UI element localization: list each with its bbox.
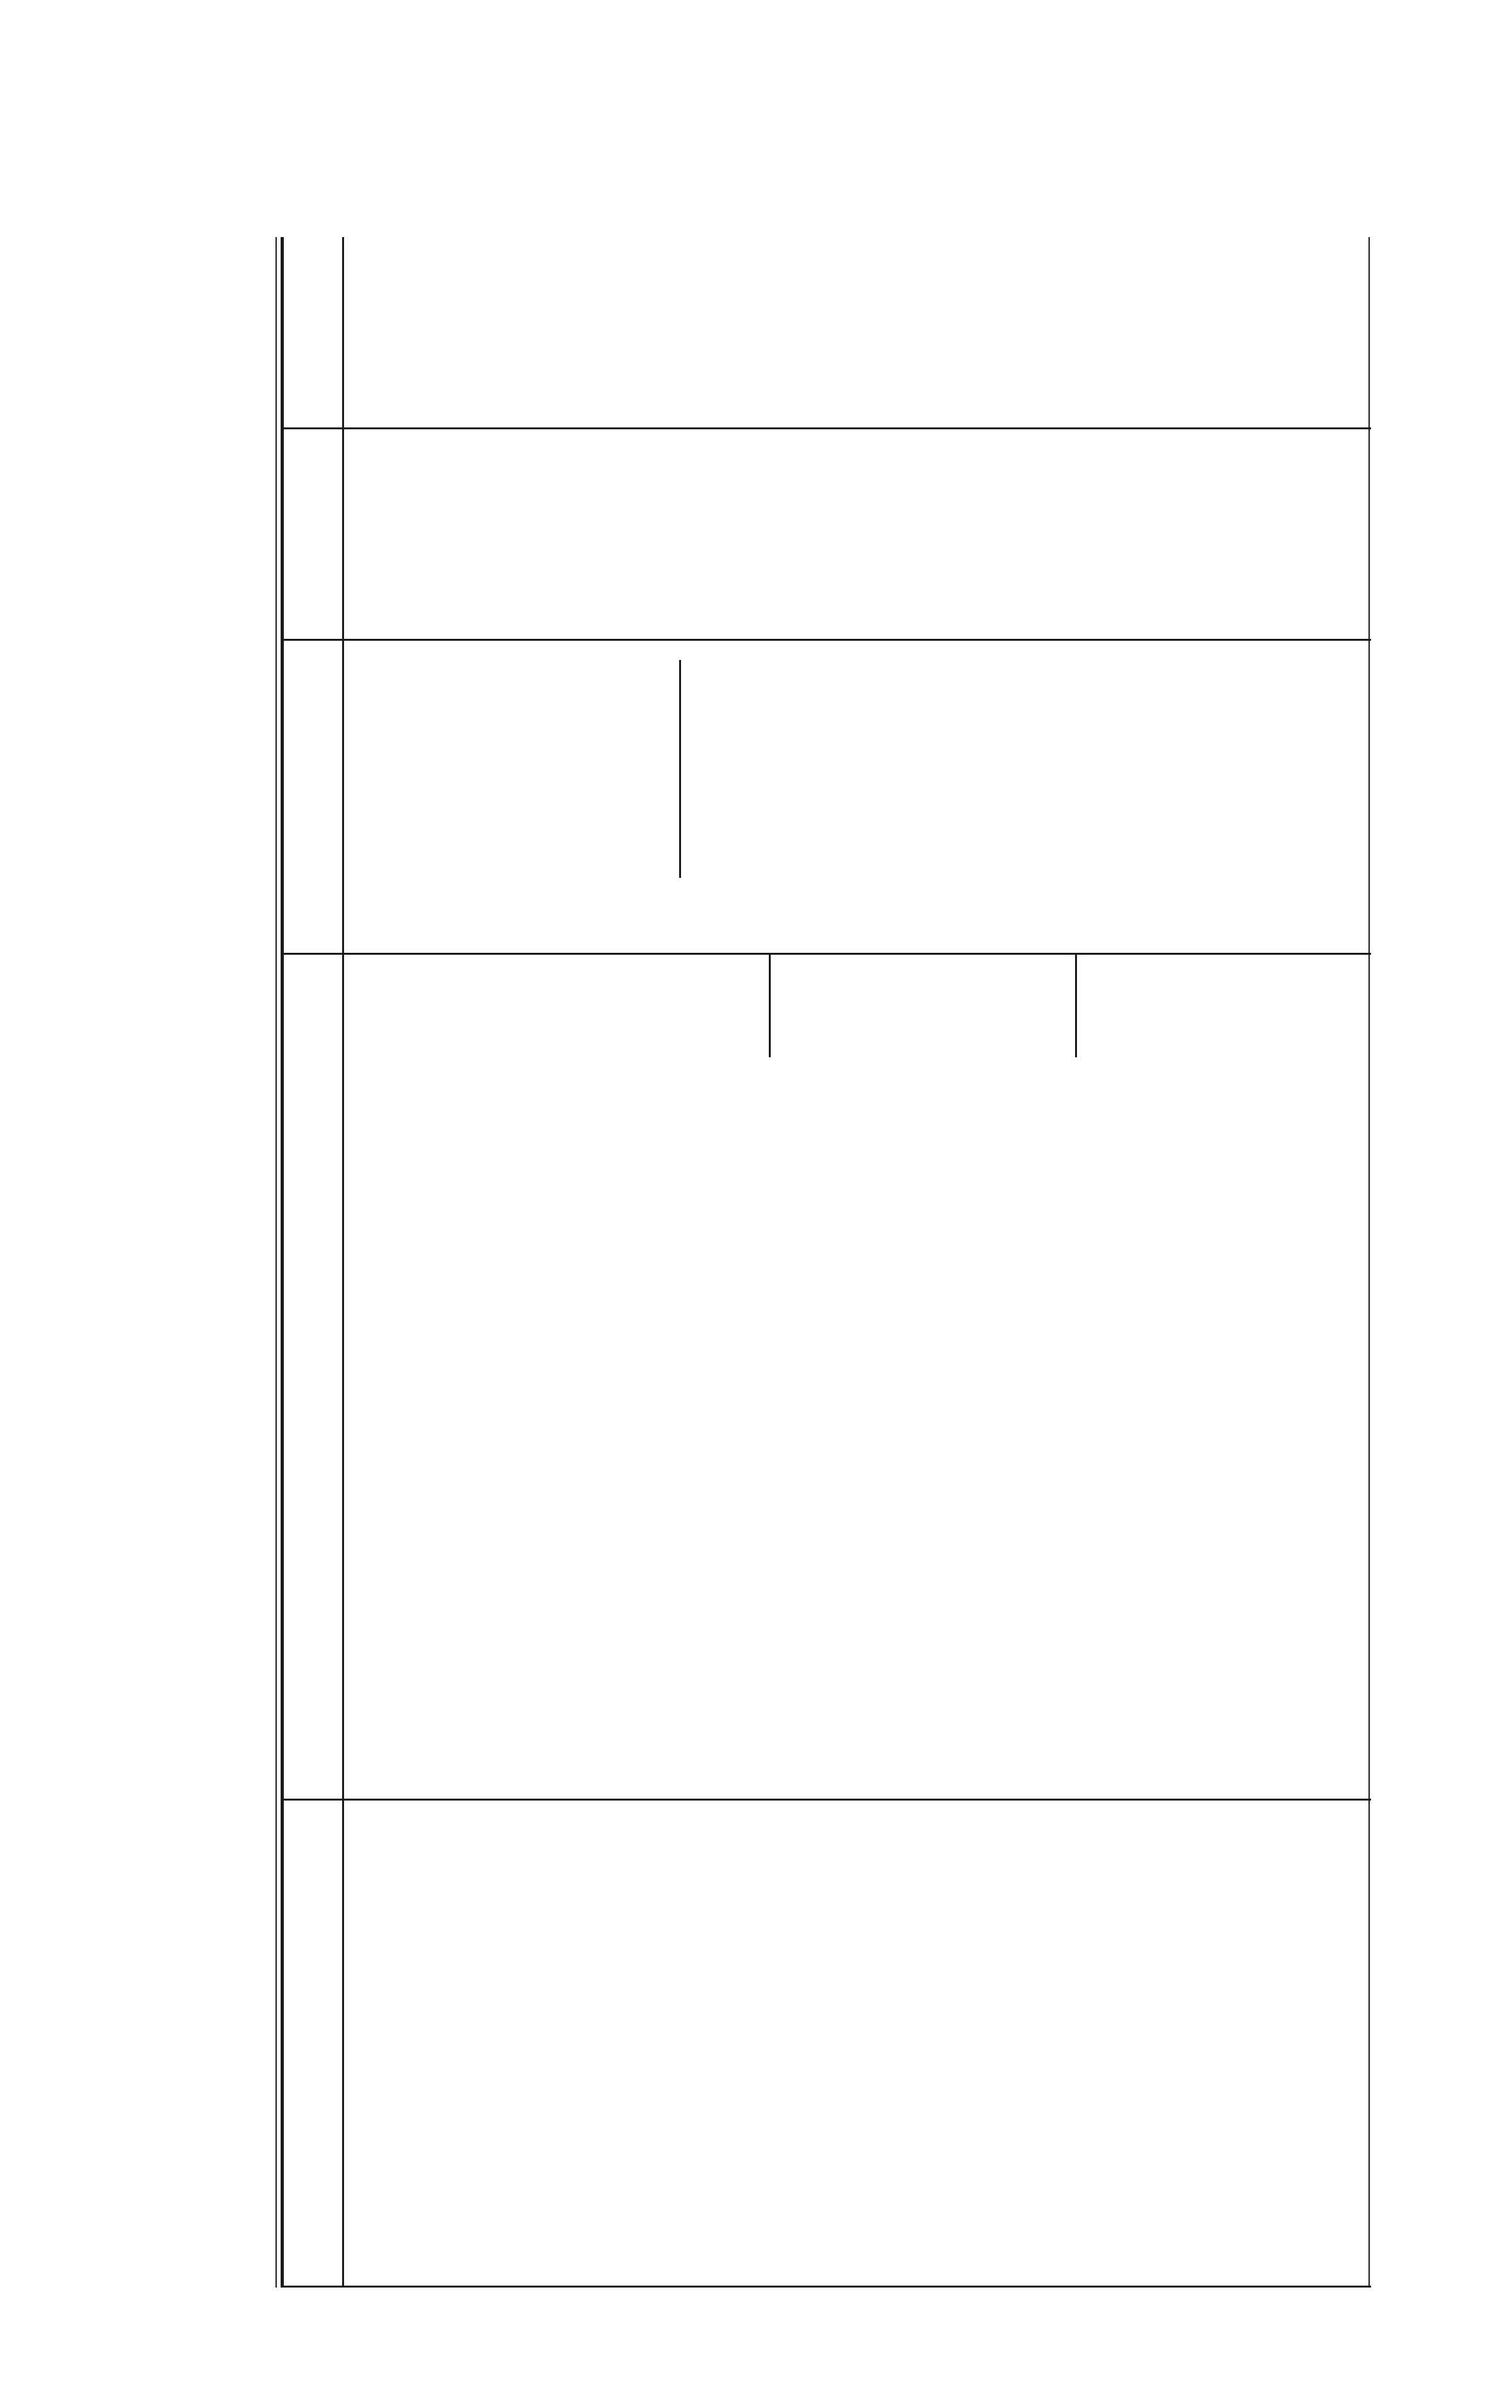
rule-top-thick xyxy=(281,237,284,2288)
coroners-mid-rule xyxy=(1075,955,1077,1057)
col-sep-service xyxy=(282,1799,1371,1801)
col-sep-whom xyxy=(282,2286,1371,2288)
rotated-table xyxy=(192,237,1371,2288)
rule-header-bottom xyxy=(342,237,344,2288)
rule-top xyxy=(275,237,277,2288)
rule-bottom xyxy=(1368,237,1370,2288)
col-sep-total xyxy=(282,427,1371,429)
col-sep-amount xyxy=(282,953,1371,955)
col-sep-sub xyxy=(282,639,1371,641)
sheriffs-sum-rule xyxy=(679,660,681,878)
coroners-open-rule xyxy=(769,955,771,1057)
